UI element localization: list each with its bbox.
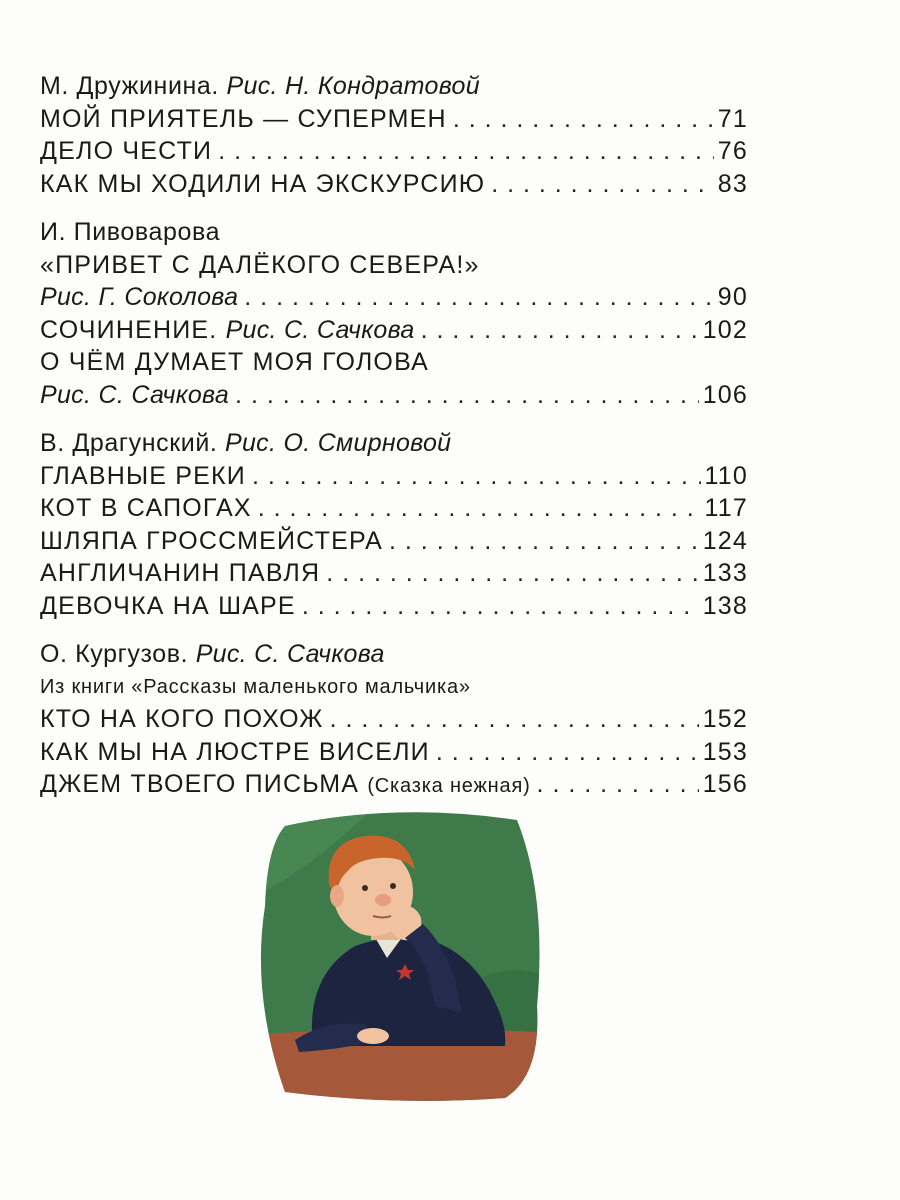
toc-entry-title-line[interactable]: [40, 249, 748, 282]
entry-title-with-illustrator: [40, 314, 415, 347]
entry-title: ДЕЛО ЧЕСТИ: [40, 137, 213, 165]
toc-entry[interactable]: [40, 768, 748, 801]
entry-title: МОЙ ПРИЯТЕЛЬ — СУПЕРМЕН: [40, 104, 447, 133]
dot-leader: [491, 168, 714, 201]
section-pivovarova: [40, 216, 748, 411]
entry-title: ДЖЕМ ТВОЕГО ПИСЬМА: [40, 770, 360, 798]
entry-title: ГЛАВНЫЕ РЕКИ: [40, 461, 246, 490]
entry-title: О ЧЁМ ДУМАЕТ МОЯ ГОЛОВА: [40, 348, 429, 376]
toc-entry[interactable]: [40, 314, 748, 347]
toc-entry[interactable]: [40, 736, 748, 769]
author-name: О. Кургузов.: [40, 640, 189, 668]
illustrator: Рис. С. Сачкова: [195, 640, 385, 668]
toc-entry[interactable]: [40, 168, 748, 201]
author-line: [40, 216, 748, 249]
dot-leader: [389, 525, 699, 558]
entry-page: 117: [704, 494, 748, 522]
illustrator: Рис. С. Сачкова: [225, 315, 415, 344]
illustrator: Рис. С. Сачкова: [40, 380, 230, 409]
entry-page: 110: [704, 461, 748, 490]
author-name: М. Дружинина.: [40, 72, 219, 100]
entry-page: 124: [702, 526, 748, 555]
entry-title: СОЧИНЕНИЕ.: [40, 315, 218, 344]
table-of-contents: [40, 70, 748, 817]
entry-page: 90: [717, 283, 748, 311]
toc-entry[interactable]: [40, 103, 748, 136]
section-druzhinina: [40, 70, 748, 200]
illustrator: Рис. Н. Кондратовой: [226, 72, 480, 100]
section-kurguzov: [40, 638, 748, 801]
toc-entry[interactable]: [40, 460, 748, 493]
dot-leader: [326, 557, 698, 590]
entry-page: 106: [702, 380, 748, 409]
author-name: В. Драгунский.: [40, 429, 218, 457]
dot-leader: [235, 379, 699, 412]
entry-page: 156: [702, 770, 748, 798]
entry-page: 83: [717, 169, 748, 198]
dot-leader: [436, 736, 699, 769]
author-line: [40, 638, 748, 671]
dot-leader: [302, 590, 699, 623]
eye-left: [362, 885, 368, 891]
entry-title: ШЛЯПА ГРОССМЕЙСТЕРА: [40, 526, 384, 555]
entry-page: 71: [717, 104, 748, 133]
illustrator: Рис. О. Смирновой: [225, 429, 452, 457]
toc-entry[interactable]: [40, 281, 748, 314]
section-dragunsky: [40, 427, 748, 622]
entry-title: АНГЛИЧАНИН ПАВЛЯ: [40, 559, 321, 587]
dot-leader: [218, 135, 714, 168]
dot-leader: [421, 314, 699, 347]
entry-page: 153: [702, 737, 748, 766]
toc-entry[interactable]: [40, 590, 748, 623]
illustrator: Рис. Г. Соколова: [40, 283, 239, 311]
toc-entry[interactable]: [40, 135, 748, 168]
toc-entry[interactable]: [40, 492, 748, 525]
book-note: Из книги «Рассказы маленького мальчика»: [40, 675, 471, 698]
entry-title: ДЕВОЧКА НА ШАРЕ: [40, 591, 296, 620]
entry-title-with-subtitle: [40, 768, 531, 803]
toc-entry[interactable]: [40, 557, 748, 590]
entry-title: «ПРИВЕТ С ДАЛЁКОГО СЕВЕРА!»: [40, 250, 480, 279]
entry-title: КАК МЫ ХОДИЛИ НА ЭКСКУРСИЮ: [40, 169, 486, 198]
eye-right: [390, 883, 396, 889]
author-line: [40, 427, 748, 460]
entry-page: 133: [702, 559, 748, 587]
dot-leader: [244, 281, 714, 314]
entry-title: КОТ В САПОГАХ: [40, 494, 252, 522]
toc-entry-title-line[interactable]: [40, 346, 748, 379]
nose: [375, 894, 391, 906]
author-name: И. Пивоварова: [40, 218, 221, 246]
boy-illustration: [255, 806, 545, 1102]
entry-page: 76: [717, 137, 748, 165]
author-line: [40, 70, 748, 103]
toc-entry[interactable]: [40, 379, 748, 412]
dot-leader: [252, 460, 701, 493]
dot-leader: [330, 703, 699, 736]
dot-leader: [258, 492, 701, 525]
resting-hand: [357, 1028, 389, 1044]
dot-leader: [537, 768, 699, 801]
entry-title: КАК МЫ НА ЛЮСТРЕ ВИСЕЛИ: [40, 737, 430, 766]
entry-page: 102: [702, 315, 748, 344]
entry-title: КТО НА КОГО ПОХОЖ: [40, 705, 324, 733]
toc-entry[interactable]: [40, 703, 748, 736]
dot-leader: [453, 103, 714, 136]
toc-entry[interactable]: [40, 525, 748, 558]
ear: [330, 885, 344, 907]
entry-page: 152: [702, 705, 748, 733]
entry-page: 138: [702, 591, 748, 620]
entry-subtitle: (Сказка нежная): [367, 775, 531, 797]
